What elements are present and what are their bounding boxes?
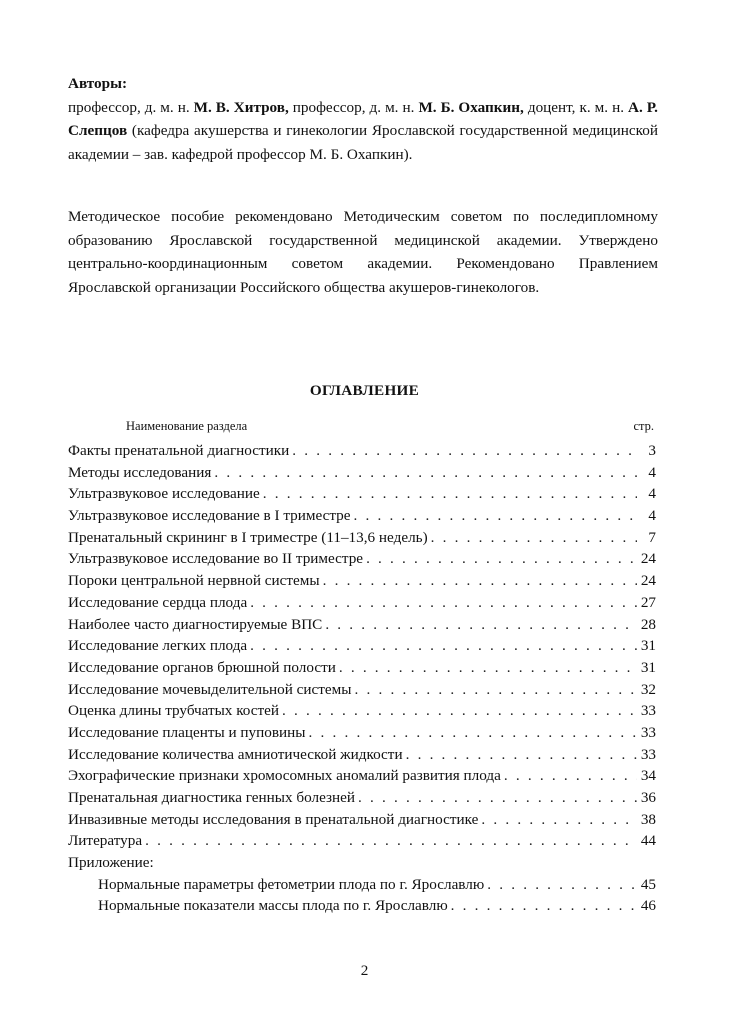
toc-dot-leader (325, 614, 637, 636)
toc-dot-leader (481, 809, 637, 831)
authors-title-1: профессор, д. м. н. (68, 98, 190, 116)
toc-dot-leader (358, 787, 637, 809)
toc-entry[interactable] (68, 635, 656, 657)
toc-entry[interactable] (68, 440, 656, 462)
toc-entry-title: Исследование сердца плода (68, 593, 248, 611)
toc-entry-page: 3 (648, 442, 656, 459)
toc-dot-leader (339, 657, 637, 679)
toc-appendix-entry[interactable] (68, 874, 656, 896)
toc-dot-leader (250, 635, 637, 657)
toc-entry-title: Ультразвуковое исследование (68, 485, 260, 503)
toc-dot-leader (282, 700, 637, 722)
toc-dot-leader (366, 548, 637, 570)
toc-dot-leader (406, 744, 637, 766)
toc-entry-title: Исследование органов брюшной полости (68, 658, 336, 676)
toc-entry[interactable] (68, 809, 656, 831)
toc-entry-page: 33 (640, 702, 656, 720)
toc-entry-page: 28 (640, 615, 656, 633)
toc-dot-leader (214, 462, 637, 484)
toc-entry-title: Исследование мочевыделительной системы (68, 680, 352, 698)
toc-entry-page: 27 (640, 593, 656, 611)
toc-entry[interactable] (68, 614, 656, 636)
toc-entry-page: 32 (640, 680, 656, 698)
toc-entry-title: Пренатальный скрининг в I триместре (11–13,6 недель) (68, 528, 428, 546)
toc-entry-title: Инвазивные методы исследования в пренатальной диагностике (68, 810, 479, 828)
author-name-3: А. Р. Слепцов (68, 98, 658, 139)
toc-entry[interactable] (68, 722, 656, 744)
toc-entry-title: Литература (68, 832, 143, 850)
page-number: 2 (360, 962, 369, 979)
toc-dot-leader (354, 505, 637, 527)
toc-column-name: Наименование раздела (126, 419, 248, 433)
toc-entry-page: 4 (648, 463, 656, 481)
toc-dot-leader (145, 830, 637, 852)
toc-entry-page: 34 (640, 767, 656, 785)
toc-entry[interactable] (68, 657, 656, 679)
toc-entry-title: Методы исследования (68, 463, 212, 481)
authors-title-3: доцент, к. м. н. (527, 98, 625, 116)
toc-dot-leader (292, 440, 637, 462)
author-name-1: М. В. Хитров, (193, 98, 289, 116)
toc-entry-title: Нормальные параметры фетометрии плода по г. Ярославлю (98, 875, 485, 893)
toc-entry-page: 46 (640, 897, 656, 915)
author-name-2: М. Б. Охапкин, (418, 98, 524, 116)
toc-entry-page: 45 (640, 875, 656, 893)
toc-entry-page: 24 (640, 572, 656, 590)
toc-entry[interactable] (68, 830, 656, 852)
toc-entry[interactable] (68, 765, 656, 787)
authors-title-2: профессор, д. м. н. (292, 98, 415, 116)
authors-heading: Авторы: (68, 75, 128, 92)
approval-paragraph: Методическое пособие рекомендовано Методическим советом по последипломному образованию Ярославской государственной медицинской академии. Утверждено центрально-координационным советом академии. Рекомендовано Правлением Ярославской организации Российского общества акушеров-гинекологов. (68, 208, 658, 296)
toc-entry[interactable] (68, 462, 656, 484)
toc-entry-title: Оценка длины трубчатых костей (68, 702, 280, 720)
toc-entry[interactable] (68, 787, 656, 809)
toc-entry[interactable] (68, 592, 656, 614)
toc-entry[interactable] (68, 700, 656, 722)
toc-dot-leader (487, 874, 637, 896)
table-of-contents (68, 440, 656, 917)
toc-dot-leader (323, 570, 637, 592)
toc-entry-title: Ультразвуковое исследование во II триместре (68, 550, 364, 568)
toc-entry-title: Пороки центральной нервной системы (68, 572, 320, 590)
toc-entry-page: 24 (640, 550, 656, 568)
toc-dot-leader (308, 722, 637, 744)
toc-entry-title: Пренатальная диагностика генных болезней (68, 789, 355, 806)
authors-affiliation: (кафедра акушерства и гинекологии Ярославской государственной медицинской академии – зав. кафедрой профессор М. Б. Охапкин). (68, 122, 659, 163)
toc-entry-title: Ультразвуковое исследование в I триместре (68, 507, 351, 525)
toc-appendix-entry[interactable] (68, 895, 656, 917)
toc-dot-leader (263, 483, 637, 505)
toc-dot-leader (451, 895, 637, 917)
toc-entry-page: 44 (640, 832, 656, 850)
toc-title: ОГЛАВЛЕНИЕ (309, 382, 420, 399)
toc-entry[interactable] (68, 744, 656, 766)
toc-dot-leader (504, 765, 637, 787)
toc-entry-title: Исследование количества амниотической жидкости (68, 745, 403, 763)
toc-entry-title: Нормальные показатели массы плода по г. Ярославлю (98, 897, 448, 915)
toc-appendix-label (68, 852, 656, 874)
toc-entry[interactable] (68, 548, 656, 570)
toc-dot-leader (431, 527, 637, 549)
toc-entry-page: 4 (648, 507, 656, 525)
toc-dot-leader (354, 679, 637, 701)
toc-entry-title: Наиболее часто диагностируемые ВПС (68, 615, 323, 633)
toc-entry-page: 31 (640, 637, 656, 655)
toc-dot-leader (250, 592, 637, 614)
toc-appendix-label-text: Приложение: (68, 854, 154, 872)
toc-entry[interactable] (68, 570, 656, 592)
toc-column-page: стр. (633, 419, 654, 433)
toc-entry-title: Эхографические признаки хромосомных аномалий развития плода (68, 767, 501, 785)
toc-entry-page: 33 (640, 745, 656, 763)
authors-block (68, 72, 658, 166)
toc-entry-title: Исследование легких плода (68, 637, 248, 655)
toc-entry-title: Факты пренатальной диагностики (68, 442, 290, 459)
toc-entry[interactable] (68, 679, 656, 701)
toc-column-headers (68, 419, 654, 434)
toc-entry-page: 38 (640, 810, 656, 828)
toc-entry[interactable] (68, 527, 656, 549)
toc-entry-page: 33 (640, 723, 656, 741)
toc-entry-page: 7 (648, 528, 656, 546)
toc-entry-page: 36 (640, 789, 656, 806)
toc-entry[interactable] (68, 505, 656, 527)
toc-entry-page: 31 (640, 658, 656, 676)
toc-entry[interactable] (68, 483, 656, 505)
toc-entry-title: Исследование плаценты и пуповины (68, 723, 306, 741)
toc-entry-page: 4 (648, 485, 656, 503)
